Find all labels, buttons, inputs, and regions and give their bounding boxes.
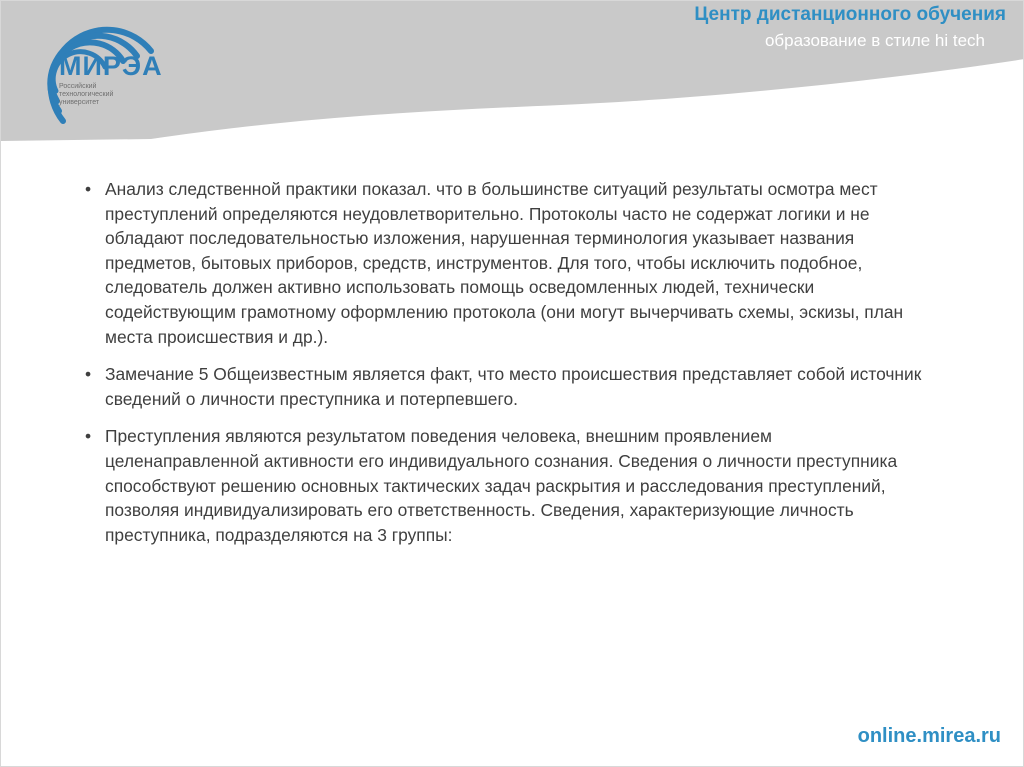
bullet-item [85, 362, 925, 411]
bullet-icon: • [85, 364, 92, 385]
bullet-text: Анализ следственной практики показал. что в большинстве ситуаций результаты осмотра мест преступлений определяются неудовлетворительно. Протоколы часто не содержат логики и не обладают последовательностью изложения, нарушенная терминология указывает названия предметов, бытовых приборов, средств, инструментов. Для того, чтобы исключить подобное, следователь должен активно использовать помощь осведомленных людей, технически содействующим грамотному оформлению протокола (они могут вычерчивать схемы, эскизы, план места происшествия и др.). [105, 179, 904, 347]
bullet-item [85, 424, 925, 547]
bullet-text: Замечание 5 Общеизвестным является факт, что место происшествия представляет собой источник сведений о личности преступника и потерпевшего. [105, 364, 922, 409]
bullet-item [85, 177, 925, 349]
header-title: Центр дистанционного обучения [694, 4, 1006, 25]
logo-sub-line: Российский [59, 83, 97, 90]
logo-sub-line: университет [59, 99, 100, 106]
bullet-icon: • [85, 426, 92, 447]
logo-subtitle [59, 83, 139, 107]
mirea-logo [1, 1, 181, 141]
header-banner [1, 1, 1024, 141]
footer-url-link[interactable]: online.mirea.ru [857, 725, 1001, 747]
bullet-icon: • [85, 179, 92, 199]
logo-wordmark: МИРЭА [59, 51, 163, 81]
bullet-list [85, 177, 925, 547]
bullet-text: Преступления являются результатом поведения человека, внешним проявлением целенаправленной активности его индивидуального сознания. Сведения о личности преступника способствуют решению основных тактических задач раскрытия и расследования преступлений, позволяя индивидуализировать его ответственность. Сведения, характеризующие личность преступника, подразделяются на 3 группы: [105, 426, 898, 545]
header-subtitle: образование в стиле hi tech [764, 31, 985, 50]
logo-sub-line: технологический [59, 91, 114, 98]
slide-content [85, 177, 925, 560]
